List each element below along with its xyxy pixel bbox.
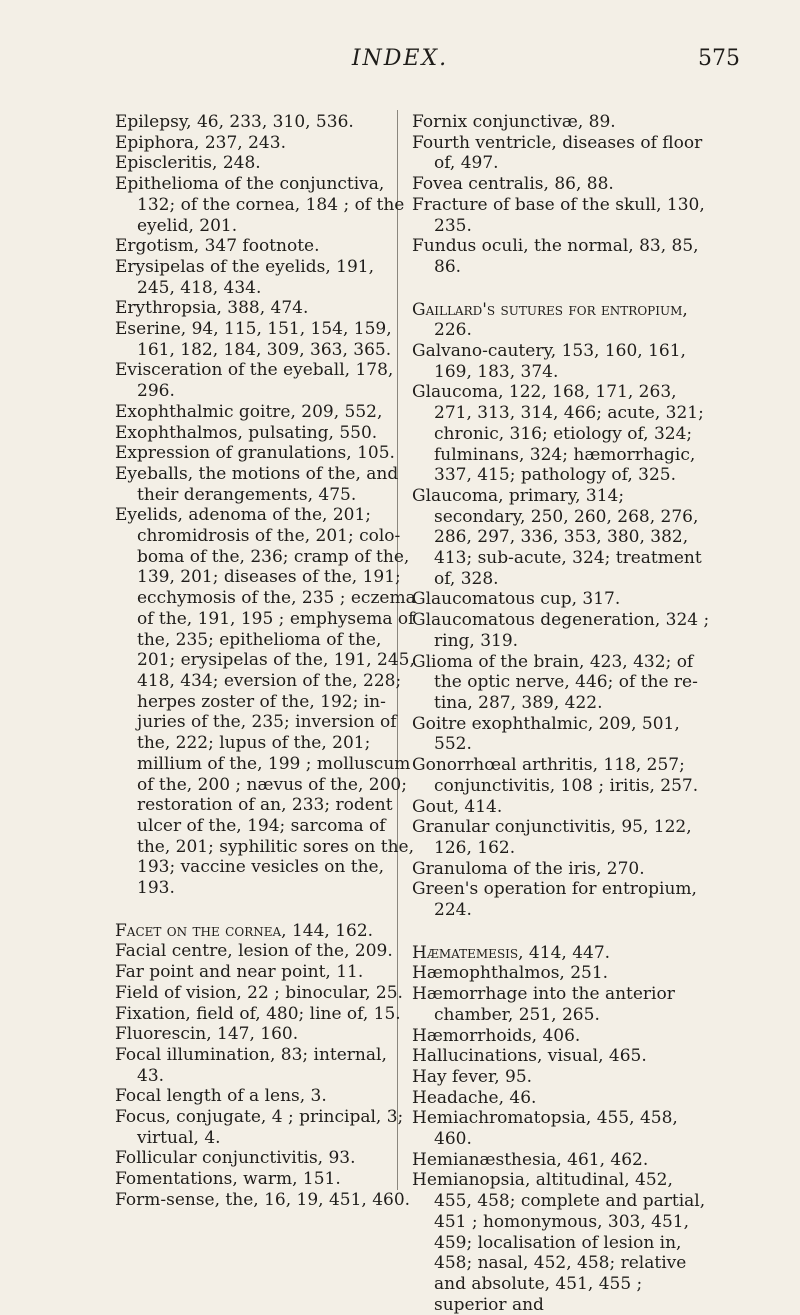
index-entry: Fixation, field of, 480; line of, 15.	[115, 1003, 401, 1024]
index-entry: Epiphora, 237, 243.	[115, 132, 286, 153]
index-entry: Eyeballs, the motions of the, and their derangements, 475.	[115, 463, 399, 505]
index-entry: Fourth ventricle, diseases of floor of, 497.	[412, 132, 703, 174]
index-entry: Glaucoma, 122, 168, 171, 263, 271, 313, 314, 466; acute, 321; chronic, 316; etiology of, 324; fulminans, 324; hæmorrhagic, 337, 415; pathology of, 325.	[412, 382, 704, 486]
index-entry: Glioma of the brain, 423, 432; of the optic nerve, 446; of the re-tina, 287, 389, 422.	[412, 651, 698, 713]
index-entry: Fovea centralis, 86, 88.	[412, 174, 614, 195]
index-entry: Focal illumination, 83; internal, 43.	[115, 1044, 387, 1086]
index-entry: Gaillard's sutures for entropium, 226.	[412, 299, 688, 341]
index-entry: Goitre exophthalmic, 209, 501, 552.	[412, 713, 680, 755]
index-entry: Hæmatemesis, 414, 447.	[412, 942, 611, 963]
index-entry: Expression of granulations, 105.	[115, 443, 395, 464]
index-entry: Far point and near point, 11.	[115, 962, 364, 983]
page-title: INDEX.	[351, 46, 449, 71]
index-entry: Glaucoma, primary, 314; secondary, 250, 260, 268, 276, 286, 297, 336, 353, 380, 382, 413; sub-acute, 324; treatment of, 328.	[412, 485, 702, 589]
index-entry: Hallucinations, visual, 465.	[412, 1046, 647, 1067]
index-entry: Hæmorrhoids, 406.	[412, 1025, 581, 1046]
page-header	[0, 46, 800, 82]
index-entry: Epilepsy, 46, 233, 310, 536.	[115, 112, 354, 132]
index-entry: Exophthalmos, pulsating, 550.	[115, 422, 378, 443]
index-entry: Hemianopsia, altitudinal, 452, 455, 458; complete and partial, 451 ; homonymous, 303, 451, 459; localisation of lesion in, 458; nasal, 452, 458; relative and absolute, 451, 455 ; superior and	[412, 1170, 706, 1315]
index-entry: Fracture of base of the skull, 130, 235.	[412, 194, 705, 236]
index-entry: Granuloma of the iris, 270.	[412, 858, 645, 879]
index-entry: Evisceration of the eyeball, 178, 296.	[115, 360, 394, 402]
index-column-left	[115, 112, 417, 1211]
index-entry: Exophthalmic goitre, 209, 552,	[115, 401, 383, 422]
index-entry: Epithelioma of the conjunctiva, 132; of the cornea, 184 ; of the eyelid, 201.	[115, 174, 405, 236]
index-entry: Fornix conjunctivæ, 89.	[412, 112, 616, 132]
index-entry: Hemianæsthesia, 461, 462.	[412, 1149, 649, 1170]
page-number: 575	[698, 46, 740, 71]
index-entry: Erythropsia, 388, 474.	[115, 298, 309, 319]
index-entry: Field of vision, 22 ; binocular, 25.	[115, 982, 403, 1003]
index-entry: Galvano-cautery, 153, 160, 161, 169, 183, 374.	[412, 341, 686, 382]
index-entry: Fundus oculi, the normal, 83, 85, 86.	[412, 236, 699, 277]
index-entry: Gonorrhœal arthritis, 118, 257; conjunctivitis, 108 ; iritis, 257.	[412, 755, 699, 796]
index-entry: Hay fever, 95.	[412, 1066, 533, 1087]
index-entry: Follicular conjunctivitis, 93.	[115, 1148, 356, 1169]
index-entry: Focal length of a lens, 3.	[115, 1086, 327, 1107]
index-entry: Facial centre, lesion of the, 209.	[115, 941, 393, 962]
index-entry: Hæmophthalmos, 251.	[412, 963, 609, 984]
index-entry: Green's operation for entropium, 224.	[412, 879, 697, 921]
index-entry: Fluorescin, 147, 160.	[115, 1024, 299, 1045]
index-entry: Focus, conjugate, 4 ; principal, 3; virtual, 4.	[115, 1107, 404, 1148]
index-column-right	[412, 112, 714, 1315]
index-entry: Glaucomatous cup, 317.	[412, 589, 621, 610]
index-entry: Glaucomatous degeneration, 324 ; ring, 319.	[412, 610, 710, 651]
index-entry: Fomentations, warm, 151.	[115, 1169, 341, 1190]
index-entry: Erysipelas of the eyelids, 191, 245, 418, 434.	[115, 256, 374, 298]
index-entry: Form-sense, the, 16, 19, 451, 460.	[115, 1189, 411, 1210]
index-entry: Eyelids, adenoma of the, 201; chromidrosis of the, 201; colo-boma of the, 236; cramp of the, 139, 201; diseases of the, 191; ecchymosis of the, 235 ; eczema of the, 191, 195 ; emphysema of the, 235; epithelioma of the, 201; erysipelas of the, 191, 245, 418, 434; eversion of the, 228; herpes zoster of the, 192; in-juries of the, 235; inversion of the, 222; lupus of the, 201; millium of the, 199 ; molluscum of the, 200 ; nævus of the, 200; restoration of an, 233; rodent ulcer of the, 194; sarcoma of the, 201; syphilitic sores on the, 193; vaccine vesicles on the, 193.	[115, 505, 416, 899]
index-entry: Headache, 46.	[412, 1087, 537, 1108]
index-entry: Gout, 414.	[412, 796, 503, 817]
index-entry: Eserine, 94, 115, 151, 154, 159, 161, 182, 184, 309, 363, 365.	[115, 319, 392, 360]
index-entry: Granular conjunctivitis, 95, 122, 126, 162.	[412, 817, 692, 858]
index-entry: Facet on the cornea, 144, 162.	[115, 920, 374, 941]
index-entry: Hemiachromatopsia, 455, 458, 460.	[412, 1108, 678, 1150]
index-entry: Hæmorrhage into the anterior chamber, 251, 265.	[412, 984, 675, 1025]
index-entry: Ergotism, 347 footnote.	[115, 236, 320, 257]
index-entry: Episcleritis, 248.	[115, 153, 261, 174]
